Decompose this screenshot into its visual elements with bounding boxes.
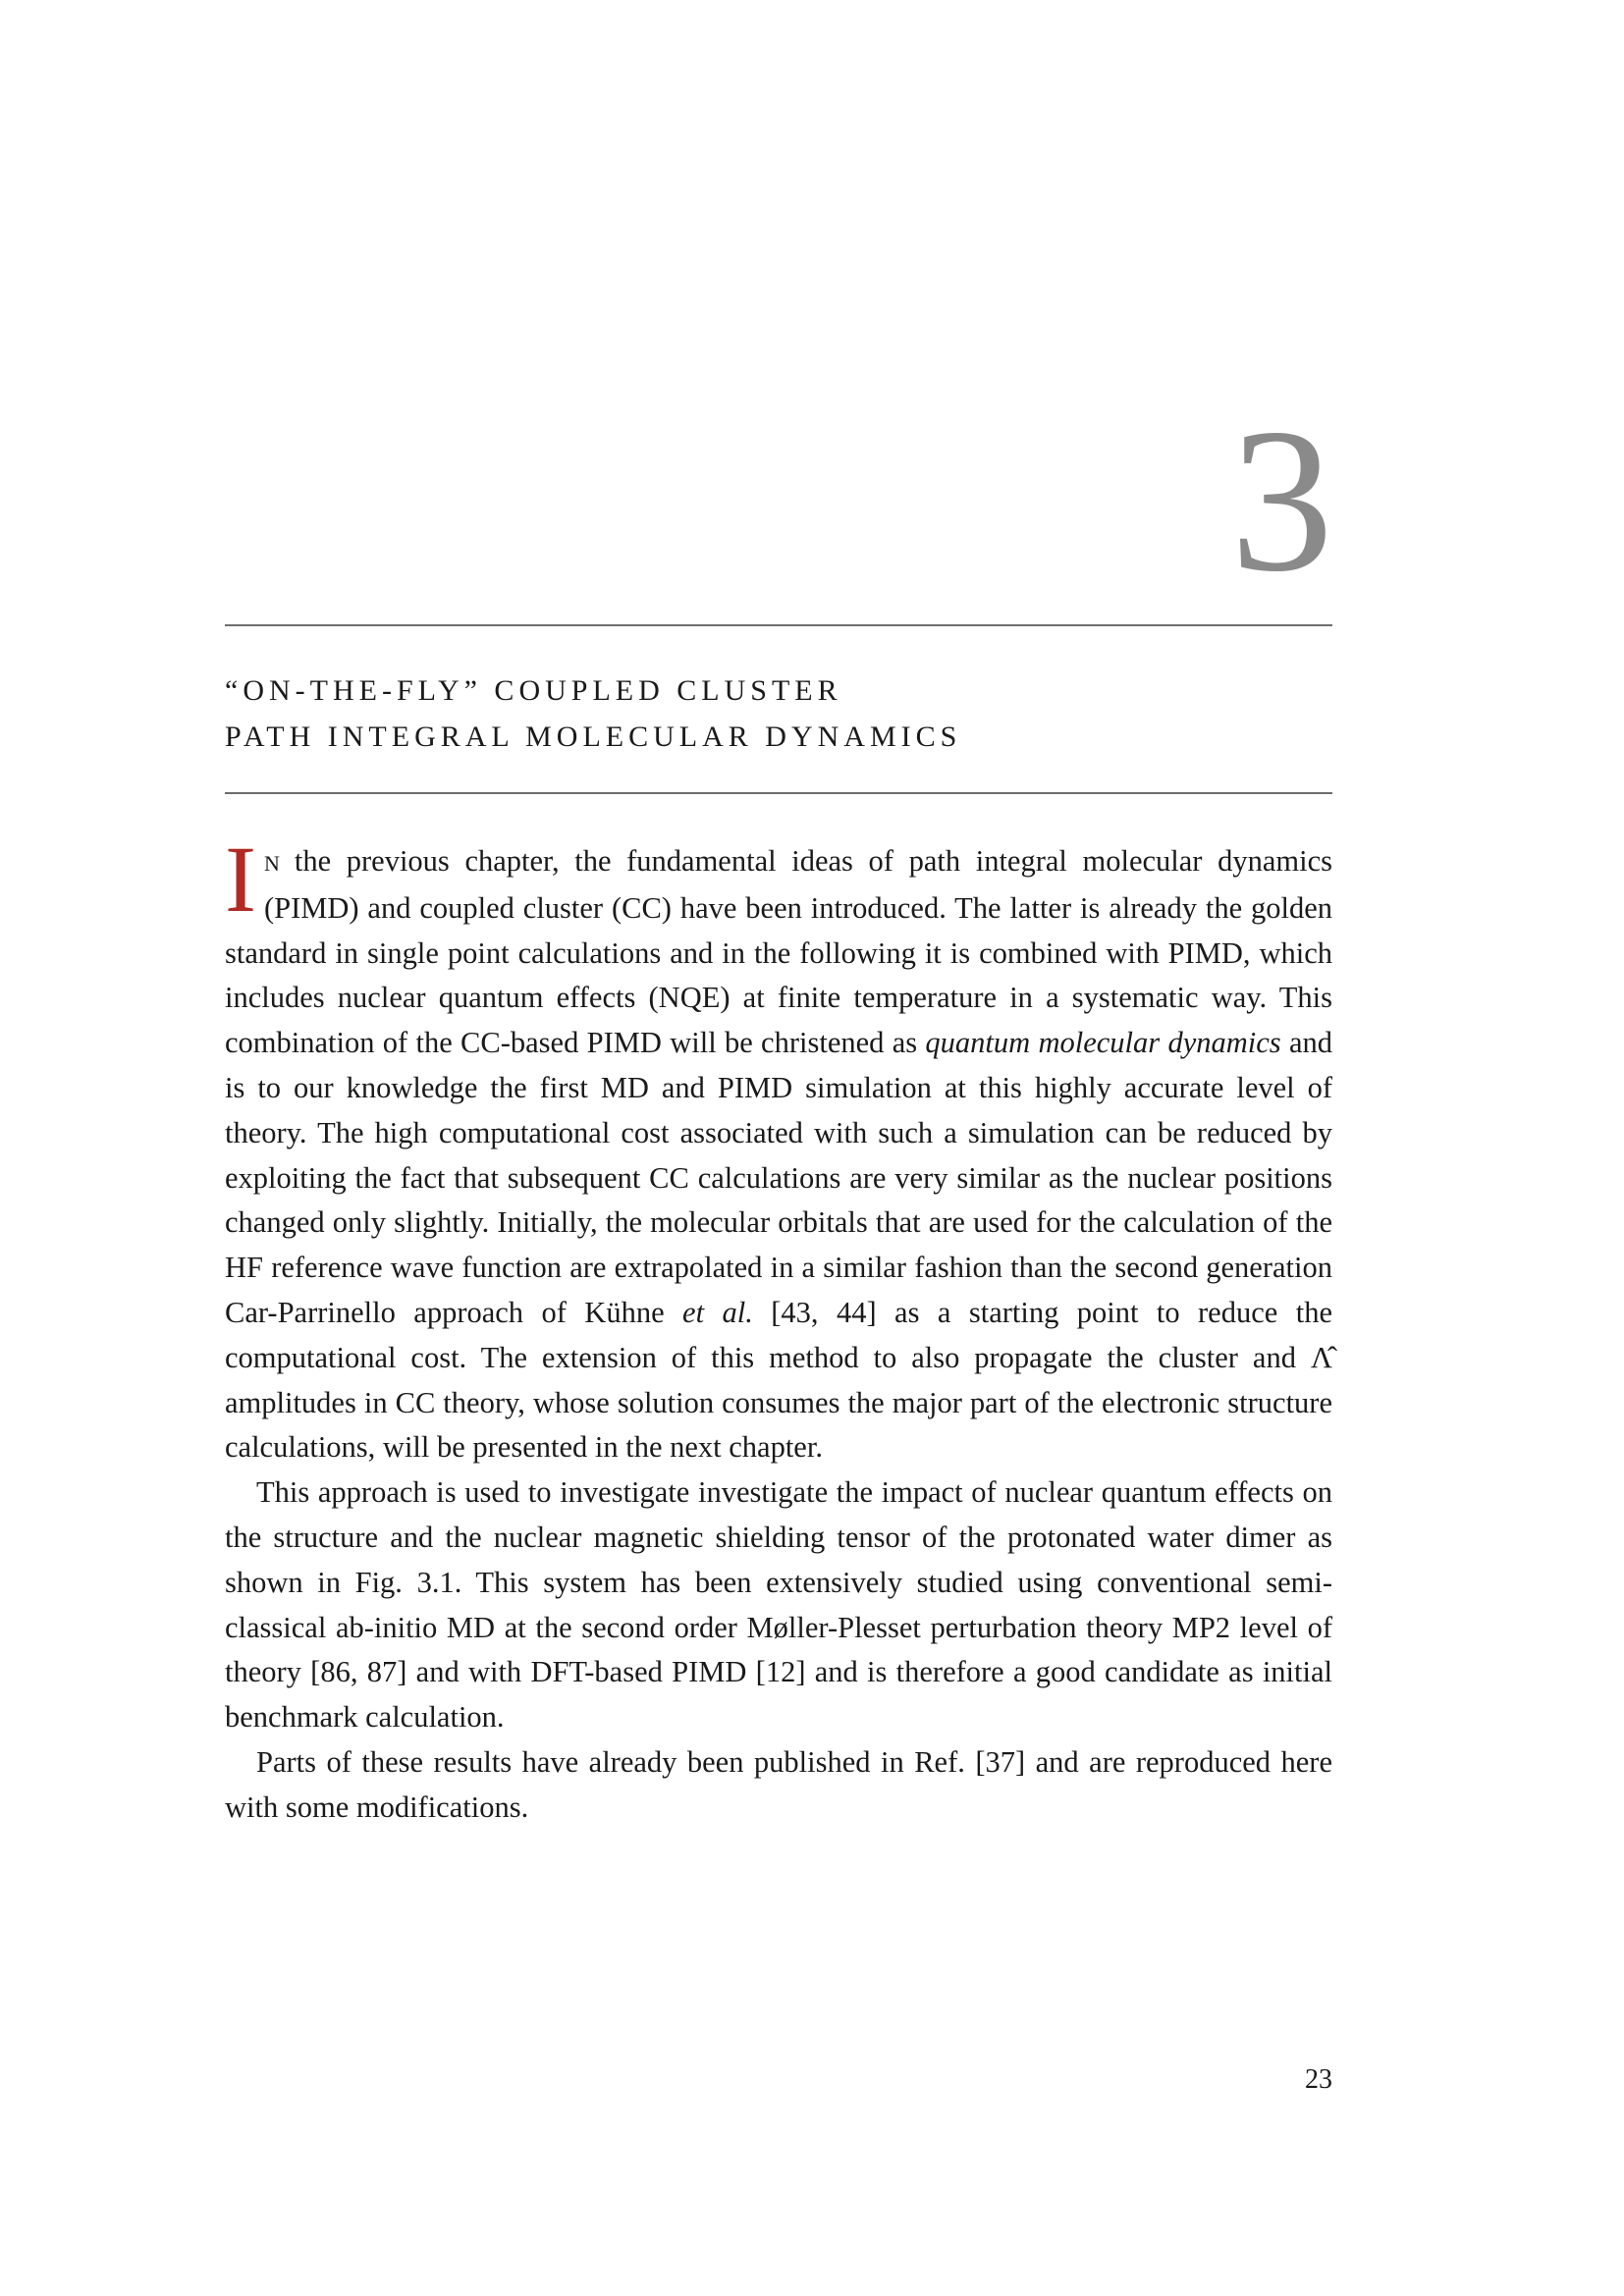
top-rule	[225, 624, 1332, 626]
bottom-rule	[225, 792, 1332, 794]
paragraph-intro-text-b: and is to our knowledge the first MD and PIMD simulation at this highly accurate level of theory. The high computational cost associated with such a simulation can be reduced by exploiting the fact that subsequent CC calculations are very similar as the nuclear positions changed only slightly. Initially, the molecular orbitals that are used for the calculation of the HF reference wave function are extrapolated in a similar fashion than the second generation Car-Parrinello approach of Kühne	[225, 1026, 1332, 1329]
page-number: 23	[1305, 2064, 1332, 2095]
paragraph-intro-text-a: the previous chapter, the fundamental ideas of path integral molecular dynamics (PIMD) and coupled cluster (CC) have been introduced. The latter is already the golden standard in single point calculations and in the following it is combined with PIMD, which includes nuclear quantum effects (NQE) at finite temperature in a systematic way. This combination of the CC-based PIMD will be christened as	[225, 844, 1332, 1060]
paragraph-approach: This approach is used to investigate investigate the impact of nuclear quantum effects on the structure and the nuclear magnetic shielding tensor of the protonated water dimer as shown in Fig. 3.1. This system has been extensively studied using conventional semi-classical ab-initio MD at the second order Møller-Plesset perturbation theory MP2 level of theory [86, 87] and with DFT-based PIMD [12] and is therefore a good candidate as initial benchmark calculation.	[225, 1475, 1332, 1735]
paragraph-intro-text-c: [43, 44] as a starting point to reduce the computational cost. The extension of this method to also propagate the cluster and Λ̂ amplitudes in CC theory, whose solution consumes the major part of the electronic structure calculations, will be presented in the next chapter.	[225, 1295, 1332, 1465]
lead-small-caps: N	[263, 851, 281, 876]
chapter-title-line-2: PATH INTEGRAL MOLECULAR DYNAMICS	[225, 721, 962, 753]
emphasis-quantum-md: quantum molecular dynamics	[925, 1026, 1281, 1060]
paragraph-publication-note: Parts of these results have already been published in Ref. [37] and are reproduced here with some modifications.	[225, 1744, 1332, 1824]
paragraph-intro	[225, 827, 1332, 1470]
chapter-body	[225, 827, 1332, 1831]
emphasis-et-al: et al.	[682, 1295, 753, 1329]
dropcap: I	[225, 827, 256, 932]
chapter-number: 3	[1230, 387, 1333, 614]
chapter-title-line-1: “ON-THE-FLY” COUPLED CLUSTER	[225, 674, 842, 707]
chapter-title	[225, 667, 1332, 760]
